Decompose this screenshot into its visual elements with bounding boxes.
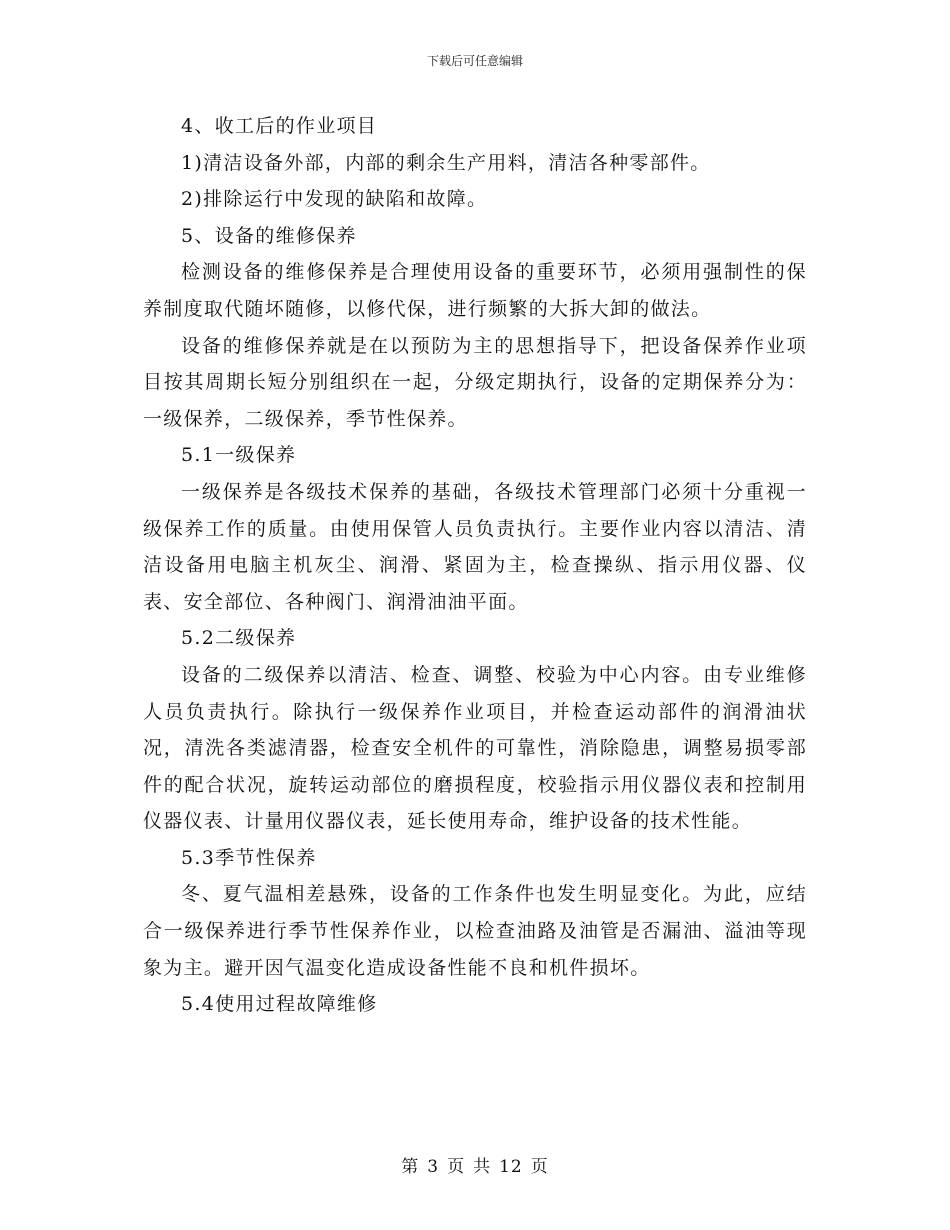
list-item-2: 2)排除运行中发现的缺陷和故障。 bbox=[181, 188, 488, 211]
paragraph-level-one: 一级保养是各级技术保养的基础，各级技术管理部门必须十分重视一级保养工作的质量。由使用保管人员负责执行。主要作业内容以清洁、清洁设备用电脑主机灰尘、润滑、紧固为主，检查操纵、指示用仪器、仪表、安全部位、各种阀门、润滑油油平面。 bbox=[143, 480, 807, 613]
heading-5-3-seasonal: 5.3季节性保养 bbox=[181, 846, 317, 869]
footer-prefix: 第 bbox=[401, 1157, 420, 1177]
heading-5-4-fault-repair: 5.4使用过程故障维修 bbox=[181, 993, 378, 1016]
paragraph-seasonal: 冬、夏气温相差悬殊，设备的工作条件也发生明显变化。为此，应结合一级保养进行季节性保养作业，以检查油路及油管是否漏油、溢油等现象为主。避开因气温变化造成设备性能不良和机件损坏。 bbox=[143, 883, 807, 979]
heading-5-maintenance: 5、设备的维修保养 bbox=[181, 224, 357, 247]
footer-page-word: 页 bbox=[447, 1157, 466, 1177]
page-footer bbox=[0, 1152, 950, 1177]
heading-5-2-level-two: 5.2二级保养 bbox=[181, 627, 297, 650]
current-page-number: 3 bbox=[427, 1157, 440, 1177]
paragraph-maintenance-levels: 设备的维修保养就是在以预防为主的思想指导下，把设备保养作业项目按其周期长短分别组织在一起，分级定期执行，设备的定期保养分为：一级保养，二级保养，季节性保养。 bbox=[143, 334, 807, 430]
total-pages-number: 12 bbox=[499, 1157, 523, 1177]
list-item-1: 1)清洁设备外部，内部的剩余生产用料，清洁各种零部件。 bbox=[181, 151, 711, 174]
paragraph-maintenance-intro: 检测设备的维修保养是合理使用设备的重要环节，必须用强制性的保养制度取代随坏随修，以修代保，进行频繁的大拆大卸的做法。 bbox=[143, 261, 807, 320]
paragraph-level-two: 设备的二级保养以清洁、检查、调整、校验为中心内容。由专业维修人员负责执行。除执行一级保养作业项目，并检查运动部件的润滑油状况，清洗各类滤清器，检查安全机件的可靠性，消除隐患，调整易损零部件的配合状况，旋转运动部位的磨损程度，校验指示用仪器仪表和控制用仪器仪表、计量用仪器仪表，延长使用寿命，维护设备的技术性能。 bbox=[143, 663, 807, 833]
page-header: 下载后可任意编辑 bbox=[426, 54, 523, 68]
heading-4-after-work-items: 4、收工后的作业项目 bbox=[181, 115, 378, 137]
footer-suffix: 页 bbox=[530, 1157, 549, 1177]
heading-5-1-level-one: 5.1一级保养 bbox=[181, 444, 297, 467]
document-body bbox=[143, 108, 807, 1023]
footer-total-word: 共 bbox=[473, 1157, 492, 1177]
